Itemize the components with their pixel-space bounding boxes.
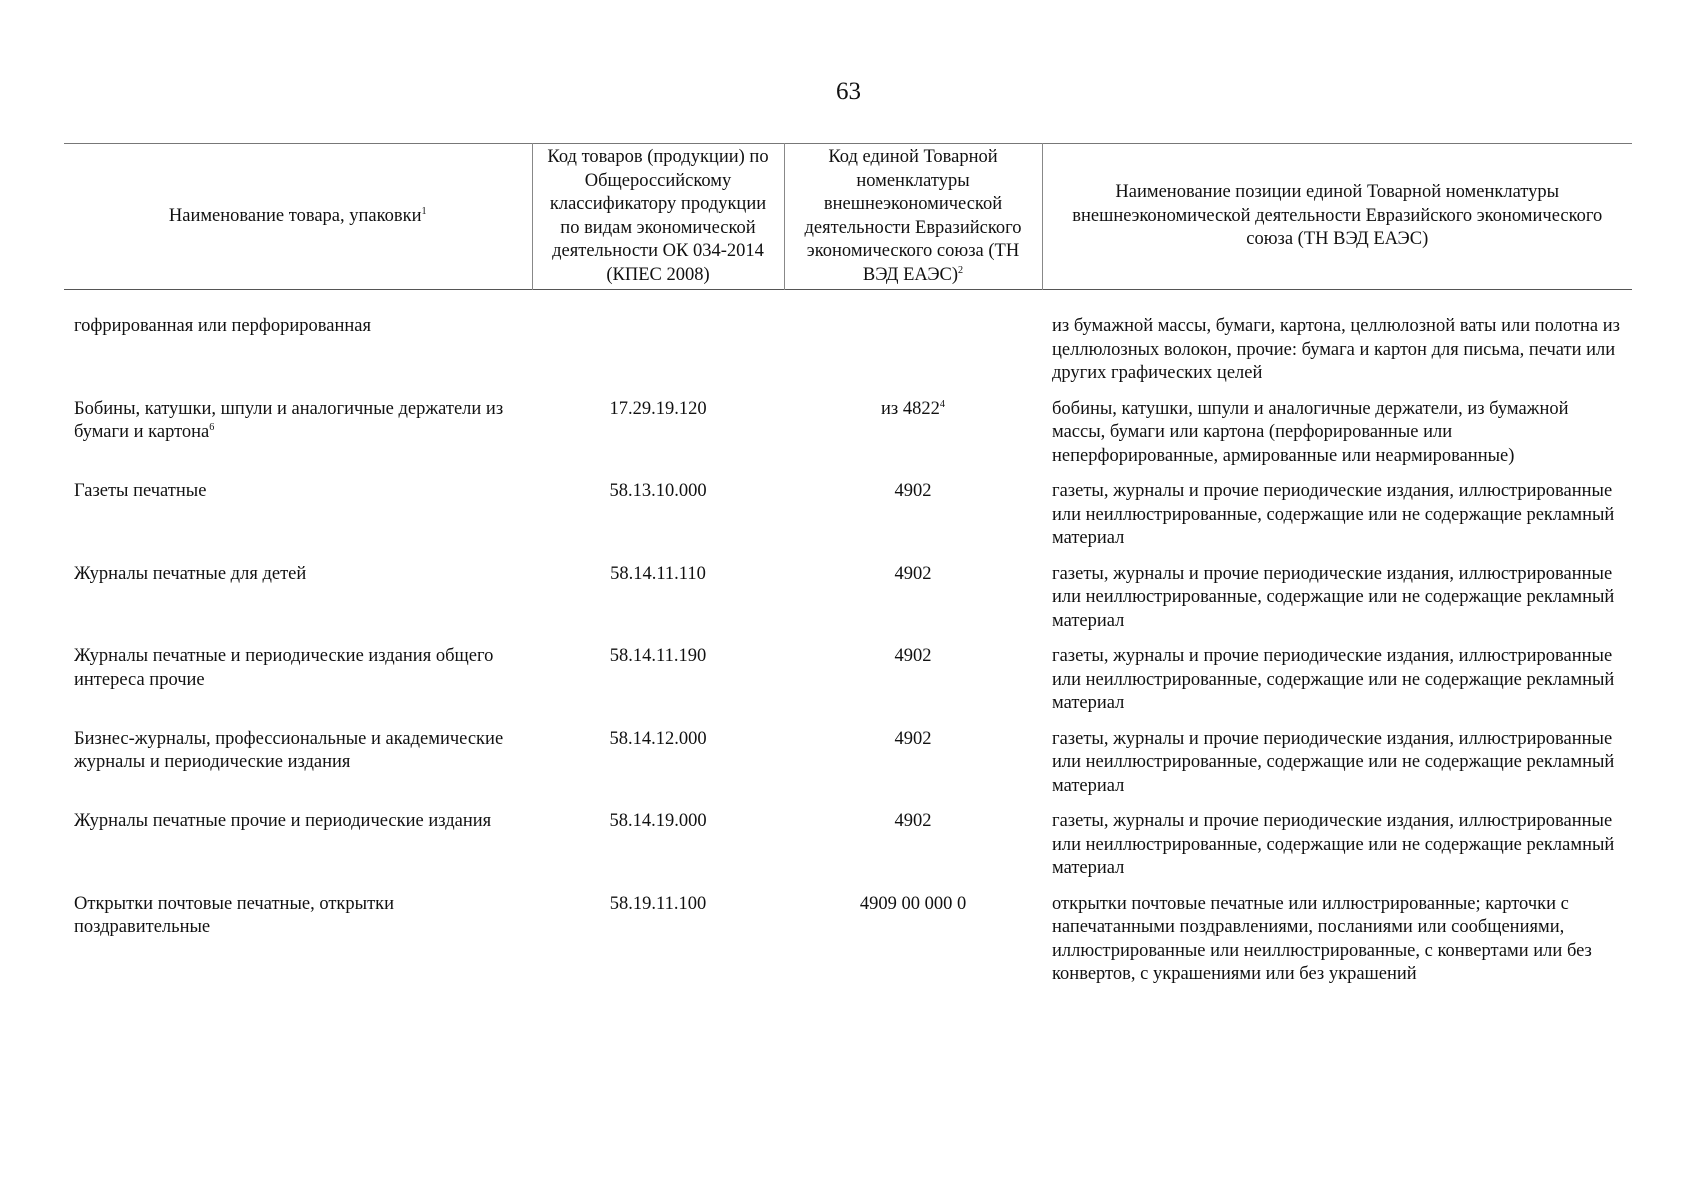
product-name-cell: Бобины, катушки, шпули и аналогичные держатели из бумаги и картона$^6$ xyxy=(74,398,504,442)
header-tnved-code: Код единой Товарной номенклатуры внешнеэкономической деятельности Евразийского экономического союза (ТН ВЭД ЕАЭС)$^2$ xyxy=(784,144,1042,290)
product-name-cell: Газеты печатные xyxy=(74,481,207,501)
header-tnved-description: Наименование позиции единой Товарной номенклатуры внешнеэкономической деятельности Евразийского экономического союза (ТН ВЭД ЕАЭС) xyxy=(1042,144,1632,290)
table-row xyxy=(64,645,1632,728)
tnved-description-cell: открытки почтовые печатные или иллюстрированные; карточки с напечатанными поздравлениями, посланиями или сообщениями, иллюстрированные или неиллюстрированные, с конвертами или без конвертов, с украшениями или без украшений xyxy=(1052,893,1592,984)
table-header-row xyxy=(64,144,1632,290)
tnved-description-cell: из бумажной массы, бумаги, картона, целлюлозной ваты или полотна из целлюлозных волокон, прочие: бумага и картон для письма, печати или других графических целей xyxy=(1052,316,1620,383)
table-row xyxy=(64,398,1632,481)
table-row xyxy=(64,290,1632,398)
table-row xyxy=(64,480,1632,563)
table-row xyxy=(64,563,1632,646)
product-name-cell: гофрированная или перфорированная xyxy=(74,316,371,336)
product-name-cell: Журналы печатные и периодические издания общего интереса прочие xyxy=(74,646,494,690)
product-name-cell: Открытки почтовые печатные, открытки поздравительные xyxy=(74,893,395,937)
product-name-cell: Журналы печатные прочие и периодические издания xyxy=(74,811,492,831)
okpd-code-cell: 58.19.11.100 xyxy=(609,893,707,914)
tnved-description-cell: газеты, журналы и прочие периодические издания, иллюстрированные или неиллюстрированные, содержащие или не содержащие рекламный материал xyxy=(1052,646,1615,713)
header-product-name: Наименование товара, упаковки$^1$ xyxy=(168,205,427,226)
tnved-code-cell: из 4822$^4$ xyxy=(881,398,945,419)
tnved-code-cell: 4902 xyxy=(894,728,932,749)
table-row xyxy=(64,893,1632,999)
tnved-description-cell: газеты, журналы и прочие периодические издания, иллюстрированные или неиллюстрированные, содержащие или не содержащие рекламный материал xyxy=(1052,728,1615,796)
tnved-description-cell: газеты, журналы и прочие периодические издания, иллюстрированные или неиллюстрированные, содержащие или не содержащие рекламный материал xyxy=(1052,563,1615,631)
tnved-code-cell: 4909 00 000 0 xyxy=(859,893,967,914)
okpd-code-cell: 58.14.19.000 xyxy=(609,811,707,831)
page-number: 63 xyxy=(836,78,861,105)
tnved-description-cell: газеты, журналы и прочие периодические издания, иллюстрированные или неиллюстрированные, содержащие или не содержащие рекламный материал xyxy=(1052,811,1615,878)
table-row xyxy=(64,810,1632,893)
tnved-description-cell: бобины, катушки, шпули и аналогичные держатели, из бумажной массы, бумаги или картона (перфорированные или неперфорированные, армированные или неармированные) xyxy=(1052,398,1569,466)
tnved-code-cell xyxy=(784,290,1042,398)
product-name-cell: Бизнес-журналы, профессиональные и академические журналы и периодические издания xyxy=(74,728,504,772)
tnved-code-cell: 4902 xyxy=(894,563,932,584)
tnved-code-cell: 4902 xyxy=(894,646,932,666)
header-okpd-code: Код товаров (продукции) по Общероссийскому классификатору продукции по видам экономической деятельности ОК 034-2014 (КПЕС 2008) xyxy=(532,144,784,290)
okpd-code-cell xyxy=(532,290,784,398)
tnved-code-cell: 4902 xyxy=(894,811,932,831)
okpd-code-cell: 58.14.12.000 xyxy=(609,728,707,749)
okpd-code-cell: 58.14.11.190 xyxy=(609,646,707,666)
product-name-cell: Журналы печатные для детей xyxy=(74,563,307,584)
goods-table xyxy=(64,143,1632,999)
okpd-code-cell: 17.29.19.120 xyxy=(609,398,707,419)
tnved-description-cell: газеты, журналы и прочие периодические издания, иллюстрированные или неиллюстрированные, содержащие или не содержащие рекламный материал xyxy=(1052,481,1615,548)
okpd-code-cell: 58.14.11.110 xyxy=(610,563,706,584)
okpd-code-cell: 58.13.10.000 xyxy=(609,481,707,501)
tnved-code-cell: 4902 xyxy=(894,481,932,501)
table-row xyxy=(64,728,1632,811)
